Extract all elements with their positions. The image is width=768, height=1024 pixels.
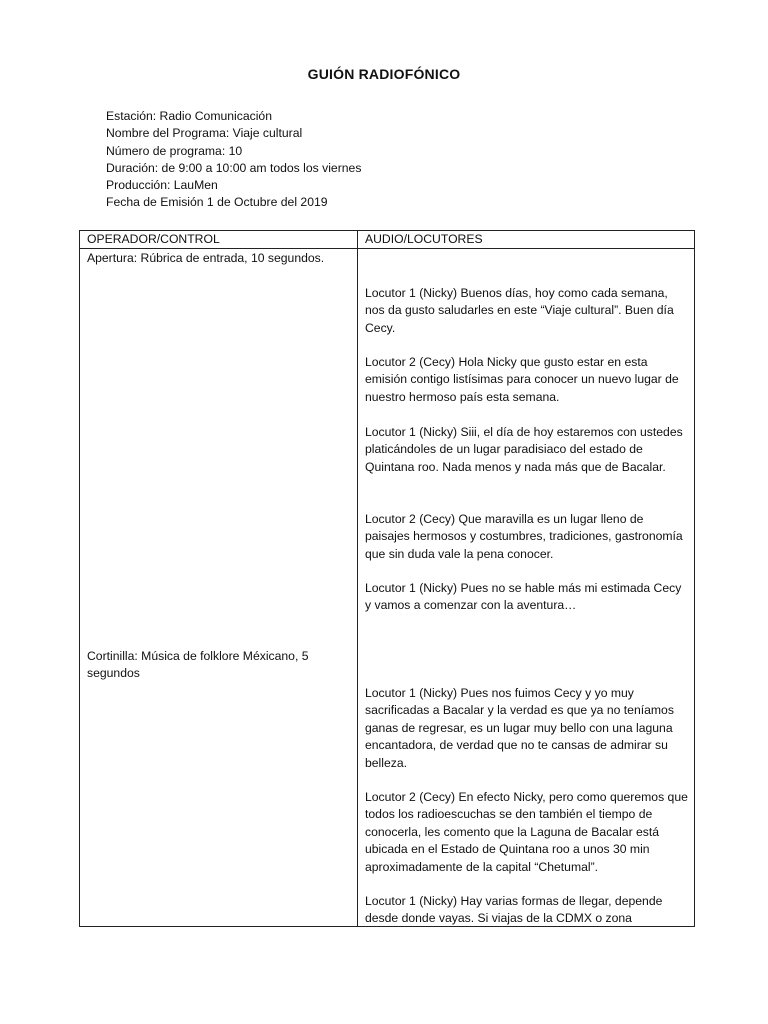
- audio-line-7: Locutor 2 (Cecy) En efecto Nicky, pero como queremos que todos los radioescuchas se den también el tiempo de conocerla, les comento que la Laguna de Bacalar está ubicada en el Estado de Quintana roo a unos 30 min aproximadamente de la capital “Chetumal”.: [365, 790, 688, 874]
- meta-station: Estación: Radio Comunicación: [106, 109, 272, 123]
- audio-line-4: Locutor 2 (Cecy) Que maravilla es un lugar lleno de paisajes hermosos y costumbres, tradiciones, gastronomía que sin duda vale la pena conocer.: [365, 512, 683, 561]
- document-title: GUIÓN RADIOFÓNICO: [307, 66, 461, 82]
- meta-air-date: Fecha de Emisión 1 de Octubre del 2019: [106, 195, 328, 210]
- audio-line-2: Locutor 2 (Cecy) Hola Nicky que gusto estar en esta emisión contigo listísimas para conocer un nuevo lugar de nuestro hermoso país esta semana.: [365, 355, 679, 404]
- audio-line-8: Locutor 1 (Nicky) Hay varias formas de llegar, depende desde donde vayas. Si viajas de la CDMX o zona: [365, 894, 663, 926]
- audio-line-6: Locutor 1 (Nicky) Pues nos fuimos Cecy y yo muy sacrificadas a Bacalar y la verdad es que ya no teníamos ganas de regresar, es un lugar muy bello con una laguna encantadora, de verdad que no te cansas de admirar su belleza.: [365, 686, 674, 770]
- table-header-row: [80, 231, 695, 249]
- program-metadata: [106, 108, 361, 212]
- audio-column: [358, 249, 695, 927]
- audio-line-5: Locutor 1 (Nicky) Pues no se hable más mi estimada Cecy y vamos a comenzar con la aventura…: [365, 581, 682, 613]
- header-audio-announcers: AUDIO/LOCUTORES: [358, 231, 695, 249]
- meta-production: Producción: LauMen: [106, 178, 218, 193]
- operator-cue-curtain: Cortinilla: Música de folklore Méxicano, 5 segundos: [87, 649, 309, 681]
- audio-line-3: Locutor 1 (Nicky) Siii, el día de hoy estaremos con ustedes platicándoles de un lugar paradisiaco del estado de Quintana roo. Nada menos y nada más que de Bacalar.: [365, 425, 683, 474]
- operator-cue-opening: Apertura: Rúbrica de entrada, 10 segundos.: [87, 251, 325, 265]
- script-table: [79, 230, 695, 927]
- meta-program-name: Nombre del Programa: Viaje cultural: [106, 126, 303, 141]
- header-operator-control: OPERADOR/CONTROL: [80, 231, 358, 249]
- table-row: [80, 249, 695, 927]
- meta-program-number: Número de programa: 10: [106, 143, 243, 158]
- meta-duration: Duración: de 9:00 a 10:00 am todos los viernes: [106, 160, 362, 175]
- audio-line-1: Locutor 1 (Nicky) Buenos días, hoy como cada semana, nos da gusto saludarles en este “Viaje cultural”. Buen día Cecy.: [365, 286, 674, 335]
- operator-column: [80, 249, 358, 927]
